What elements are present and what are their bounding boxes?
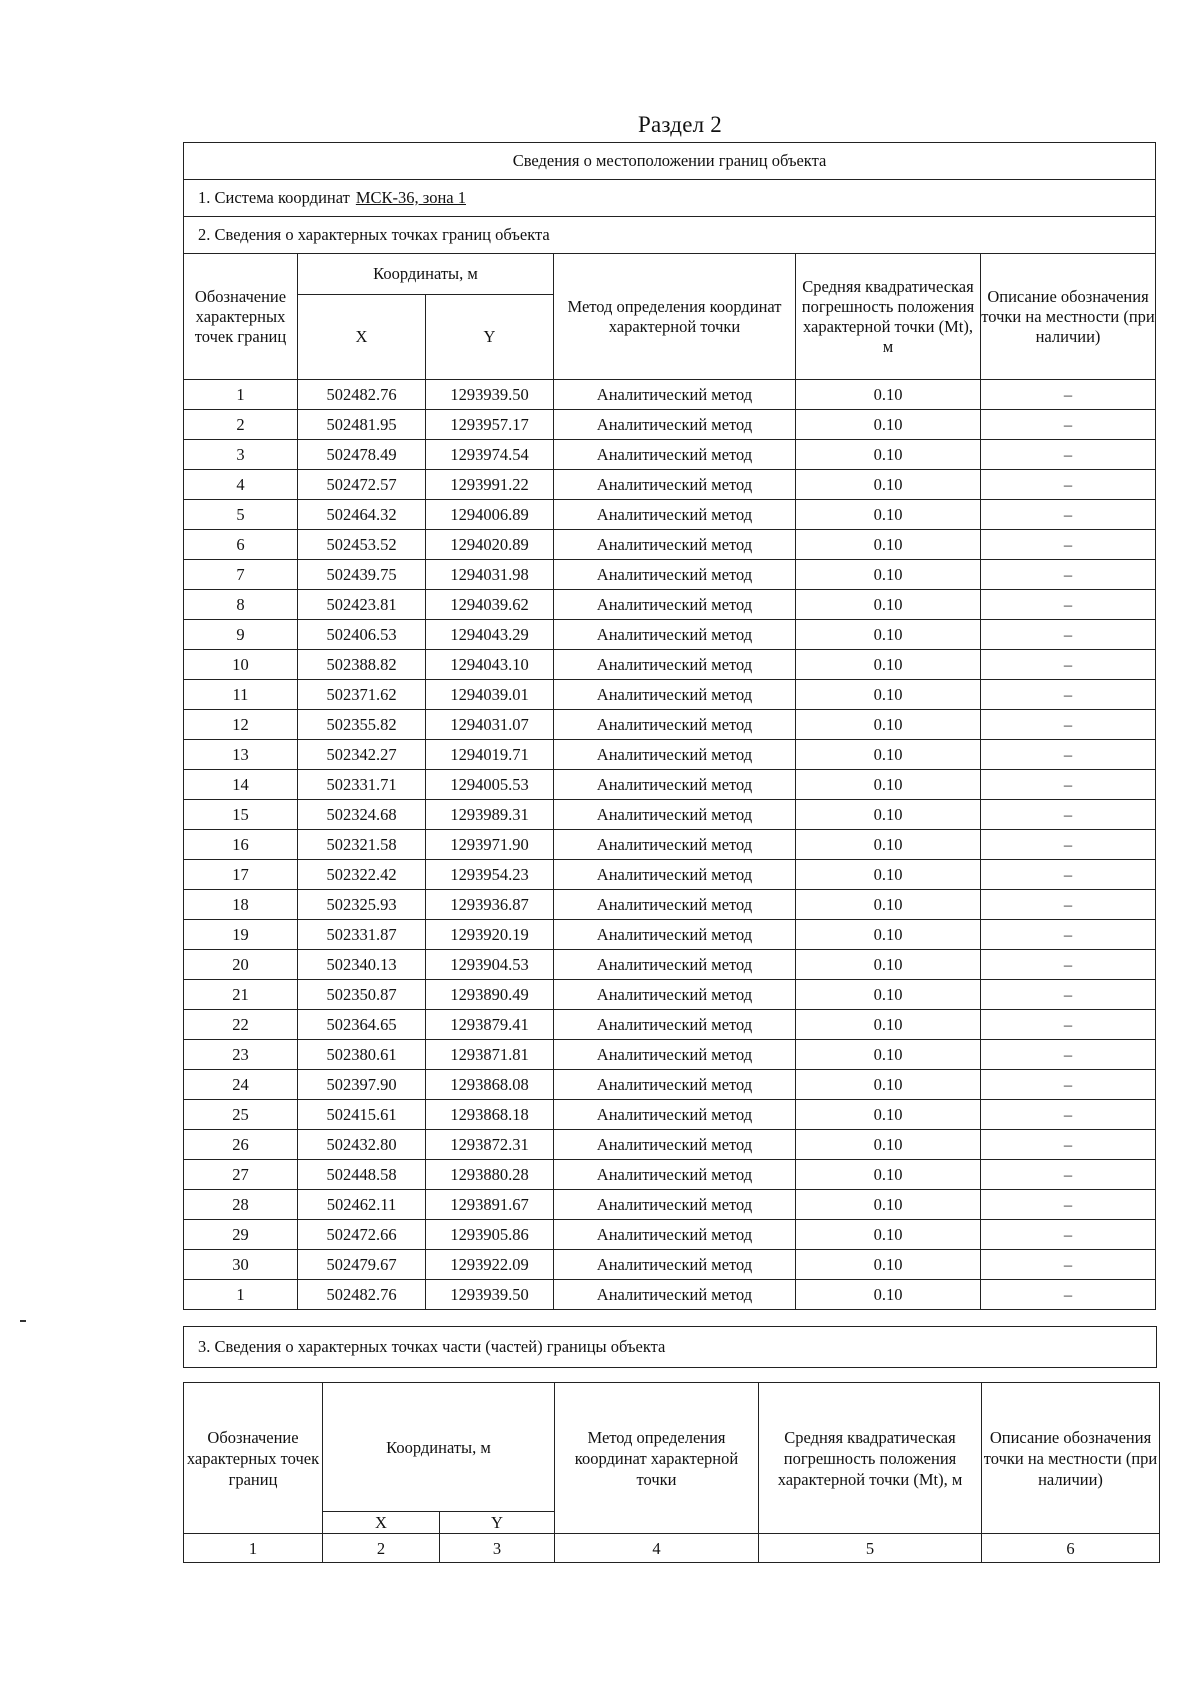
boundary-table xyxy=(183,142,1156,1310)
y-cell: 1293871.81 xyxy=(426,1040,554,1070)
x-cell: 502462.11 xyxy=(298,1190,426,1220)
error-cell: 0.10 xyxy=(796,710,981,740)
y-cell: 1293868.08 xyxy=(426,1070,554,1100)
point-number-cell: 2 xyxy=(184,410,298,440)
x-cell: 502415.61 xyxy=(298,1100,426,1130)
method-cell: Аналитический метод xyxy=(554,1100,796,1130)
method-cell: Аналитический метод xyxy=(554,830,796,860)
x-cell: 502406.53 xyxy=(298,620,426,650)
x-cell: 502397.90 xyxy=(298,1070,426,1100)
table-row xyxy=(184,1100,1156,1130)
point-number-cell: 26 xyxy=(184,1130,298,1160)
error-cell: 0.10 xyxy=(796,1100,981,1130)
table-row xyxy=(184,1160,1156,1190)
points-section-row xyxy=(184,217,1156,254)
point-number-cell: 8 xyxy=(184,590,298,620)
error-cell: 0.10 xyxy=(796,620,981,650)
description-cell: – xyxy=(981,710,1156,740)
y-cell: 1293868.18 xyxy=(426,1100,554,1130)
point-number-cell: 11 xyxy=(184,680,298,710)
x-cell: 502340.13 xyxy=(298,950,426,980)
error-cell: 0.10 xyxy=(796,1130,981,1160)
y-cell: 1294006.89 xyxy=(426,500,554,530)
method-cell: Аналитический метод xyxy=(554,740,796,770)
method-cell: Аналитический метод xyxy=(554,920,796,950)
method-cell: Аналитический метод xyxy=(554,1190,796,1220)
x-cell: 502432.80 xyxy=(298,1130,426,1160)
coord-system-row xyxy=(184,180,1156,217)
error-cell: 0.10 xyxy=(796,1010,981,1040)
point-number-cell: 4 xyxy=(184,470,298,500)
header-error: Средняя квадратическая погрешность положения характерной точки (Mt), м xyxy=(796,254,981,380)
description-cell: – xyxy=(981,440,1156,470)
point-number-cell: 13 xyxy=(184,740,298,770)
description-cell: – xyxy=(981,560,1156,590)
error-cell: 0.10 xyxy=(796,890,981,920)
error-cell: 0.10 xyxy=(796,860,981,890)
y-cell: 1294039.62 xyxy=(426,590,554,620)
point-number-cell: 21 xyxy=(184,980,298,1010)
method-cell: Аналитический метод xyxy=(554,410,796,440)
method-cell: Аналитический метод xyxy=(554,530,796,560)
parts-section-row xyxy=(184,1327,1157,1368)
point-number-cell: 20 xyxy=(184,950,298,980)
error-cell: 0.10 xyxy=(796,590,981,620)
error-cell: 0.10 xyxy=(796,440,981,470)
y-cell: 1293905.86 xyxy=(426,1220,554,1250)
method-cell: Аналитический метод xyxy=(554,470,796,500)
error-cell: 0.10 xyxy=(796,680,981,710)
description-cell: – xyxy=(981,500,1156,530)
description-cell: – xyxy=(981,830,1156,860)
table-row xyxy=(184,1040,1156,1070)
method-cell: Аналитический метод xyxy=(554,1130,796,1160)
parts-index-cell: 6 xyxy=(982,1534,1160,1563)
method-cell: Аналитический метод xyxy=(554,1280,796,1310)
x-cell: 502472.57 xyxy=(298,470,426,500)
method-cell: Аналитический метод xyxy=(554,950,796,980)
y-cell: 1294005.53 xyxy=(426,770,554,800)
table-row xyxy=(184,620,1156,650)
y-cell: 1293891.67 xyxy=(426,1190,554,1220)
description-cell: – xyxy=(981,620,1156,650)
y-cell: 1293954.23 xyxy=(426,860,554,890)
header-x: X xyxy=(298,295,426,380)
description-cell: – xyxy=(981,680,1156,710)
description-cell: – xyxy=(981,860,1156,890)
table-row xyxy=(184,860,1156,890)
description-cell: – xyxy=(981,410,1156,440)
description-cell: – xyxy=(981,950,1156,980)
description-cell: – xyxy=(981,1160,1156,1190)
x-cell: 502423.81 xyxy=(298,590,426,620)
table-row xyxy=(184,950,1156,980)
table-row xyxy=(184,1010,1156,1040)
error-cell: 0.10 xyxy=(796,1190,981,1220)
description-cell: – xyxy=(981,890,1156,920)
table-row xyxy=(184,1070,1156,1100)
point-number-cell: 27 xyxy=(184,1160,298,1190)
header-method: Метод определения координат характерной точки xyxy=(554,254,796,380)
parts-section-box xyxy=(183,1326,1157,1368)
parts-header-description: Описание обозначения точки на местности (при наличии) xyxy=(982,1383,1160,1534)
point-number-cell: 19 xyxy=(184,920,298,950)
x-cell: 502325.93 xyxy=(298,890,426,920)
x-cell: 502322.42 xyxy=(298,860,426,890)
description-cell: – xyxy=(981,1040,1156,1070)
error-cell: 0.10 xyxy=(796,1040,981,1070)
error-cell: 0.10 xyxy=(796,1220,981,1250)
table-row xyxy=(184,410,1156,440)
method-cell: Аналитический метод xyxy=(554,380,796,410)
error-cell: 0.10 xyxy=(796,410,981,440)
y-cell: 1293974.54 xyxy=(426,440,554,470)
point-number-cell: 1 xyxy=(184,1280,298,1310)
y-cell: 1293920.19 xyxy=(426,920,554,950)
point-number-cell: 29 xyxy=(184,1220,298,1250)
description-cell: – xyxy=(981,470,1156,500)
section-heading xyxy=(0,112,1200,138)
point-number-cell: 9 xyxy=(184,620,298,650)
method-cell: Аналитический метод xyxy=(554,770,796,800)
point-number-cell: 22 xyxy=(184,1010,298,1040)
parts-header-method: Метод определения координат характерной точки xyxy=(555,1383,759,1534)
table-row xyxy=(184,740,1156,770)
x-cell: 502448.58 xyxy=(298,1160,426,1190)
y-cell: 1294019.71 xyxy=(426,740,554,770)
point-number-cell: 23 xyxy=(184,1040,298,1070)
parts-section-label: 3. Сведения о характерных точках части (частей) границы объекта xyxy=(184,1327,1157,1368)
method-cell: Аналитический метод xyxy=(554,860,796,890)
y-cell: 1293880.28 xyxy=(426,1160,554,1190)
error-cell: 0.10 xyxy=(796,770,981,800)
point-number-cell: 15 xyxy=(184,800,298,830)
parts-index-cell: 3 xyxy=(440,1534,555,1563)
description-cell: – xyxy=(981,800,1156,830)
parts-header-coords: Координаты, м xyxy=(323,1383,555,1512)
x-cell: 502472.66 xyxy=(298,1220,426,1250)
table-row xyxy=(184,470,1156,500)
point-number-cell: 16 xyxy=(184,830,298,860)
table-row xyxy=(184,680,1156,710)
x-cell: 502321.58 xyxy=(298,830,426,860)
table-row xyxy=(184,1220,1156,1250)
error-cell: 0.10 xyxy=(796,470,981,500)
method-cell: Аналитический метод xyxy=(554,980,796,1010)
y-cell: 1293872.31 xyxy=(426,1130,554,1160)
error-cell: 0.10 xyxy=(796,380,981,410)
x-cell: 502350.87 xyxy=(298,980,426,1010)
header-point: Обозначение характерных точек границ xyxy=(184,254,298,380)
table-row xyxy=(184,590,1156,620)
y-cell: 1293890.49 xyxy=(426,980,554,1010)
x-cell: 502482.76 xyxy=(298,380,426,410)
coord-system-label: 1. Система координат xyxy=(198,188,350,207)
error-cell: 0.10 xyxy=(796,1250,981,1280)
error-cell: 0.10 xyxy=(796,650,981,680)
x-cell: 502481.95 xyxy=(298,410,426,440)
point-number-cell: 25 xyxy=(184,1100,298,1130)
description-cell: – xyxy=(981,920,1156,950)
description-cell: – xyxy=(981,380,1156,410)
table-row xyxy=(184,1190,1156,1220)
x-cell: 502439.75 xyxy=(298,560,426,590)
x-cell: 502331.87 xyxy=(298,920,426,950)
point-number-cell: 18 xyxy=(184,890,298,920)
error-cell: 0.10 xyxy=(796,740,981,770)
description-cell: – xyxy=(981,1130,1156,1160)
method-cell: Аналитический метод xyxy=(554,1250,796,1280)
y-cell: 1293936.87 xyxy=(426,890,554,920)
method-cell: Аналитический метод xyxy=(554,680,796,710)
parts-header-row xyxy=(184,1383,1160,1512)
error-cell: 0.10 xyxy=(796,500,981,530)
y-cell: 1293957.17 xyxy=(426,410,554,440)
point-number-cell: 10 xyxy=(184,650,298,680)
error-cell: 0.10 xyxy=(796,1280,981,1310)
point-number-cell: 3 xyxy=(184,440,298,470)
table-row xyxy=(184,650,1156,680)
error-cell: 0.10 xyxy=(796,980,981,1010)
table-row xyxy=(184,890,1156,920)
points-section-label: 2. Сведения о характерных точках границ объекта xyxy=(184,217,1156,254)
table-row xyxy=(184,800,1156,830)
description-cell: – xyxy=(981,740,1156,770)
y-cell: 1293939.50 xyxy=(426,1280,554,1310)
parts-index-row xyxy=(184,1534,1160,1563)
x-cell: 502331.71 xyxy=(298,770,426,800)
description-cell: – xyxy=(981,1280,1156,1310)
description-cell: – xyxy=(981,770,1156,800)
description-cell: – xyxy=(981,1100,1156,1130)
section-heading-text: Раздел 2 xyxy=(638,112,722,137)
method-cell: Аналитический метод xyxy=(554,890,796,920)
error-cell: 0.10 xyxy=(796,1160,981,1190)
table-row xyxy=(184,980,1156,1010)
header-y: Y xyxy=(426,295,554,380)
y-cell: 1293922.09 xyxy=(426,1250,554,1280)
x-cell: 502324.68 xyxy=(298,800,426,830)
point-number-cell: 12 xyxy=(184,710,298,740)
error-cell: 0.10 xyxy=(796,800,981,830)
point-number-cell: 28 xyxy=(184,1190,298,1220)
parts-index-cell: 2 xyxy=(323,1534,440,1563)
x-cell: 502380.61 xyxy=(298,1040,426,1070)
point-number-cell: 1 xyxy=(184,380,298,410)
point-number-cell: 5 xyxy=(184,500,298,530)
description-cell: – xyxy=(981,1220,1156,1250)
parts-index-cell: 5 xyxy=(759,1534,982,1563)
method-cell: Аналитический метод xyxy=(554,1070,796,1100)
table-row xyxy=(184,920,1156,950)
parts-header-y: Y xyxy=(440,1512,555,1534)
parts-index-cell: 4 xyxy=(555,1534,759,1563)
method-cell: Аналитический метод xyxy=(554,710,796,740)
table-body xyxy=(184,380,1156,1310)
table-row xyxy=(184,710,1156,740)
y-cell: 1294039.01 xyxy=(426,680,554,710)
method-cell: Аналитический метод xyxy=(554,800,796,830)
header-coords: Координаты, м xyxy=(298,254,554,295)
description-cell: – xyxy=(981,650,1156,680)
table-row xyxy=(184,830,1156,860)
error-cell: 0.10 xyxy=(796,560,981,590)
method-cell: Аналитический метод xyxy=(554,620,796,650)
point-number-cell: 6 xyxy=(184,530,298,560)
coord-system-value: МСК-36, зона 1 xyxy=(355,188,466,207)
coord-system-cell xyxy=(184,180,1156,217)
error-cell: 0.10 xyxy=(796,950,981,980)
table-row xyxy=(184,530,1156,560)
point-number-cell: 30 xyxy=(184,1250,298,1280)
method-cell: Аналитический метод xyxy=(554,650,796,680)
x-cell: 502364.65 xyxy=(298,1010,426,1040)
method-cell: Аналитический метод xyxy=(554,560,796,590)
description-cell: – xyxy=(981,1190,1156,1220)
table-row xyxy=(184,1250,1156,1280)
table-row xyxy=(184,1280,1156,1310)
x-cell: 502482.76 xyxy=(298,1280,426,1310)
table-title-row xyxy=(184,143,1156,180)
y-cell: 1293971.90 xyxy=(426,830,554,860)
x-cell: 502371.62 xyxy=(298,680,426,710)
table-row xyxy=(184,500,1156,530)
parts-header-point: Обозначение характерных точек границ xyxy=(184,1383,323,1534)
method-cell: Аналитический метод xyxy=(554,1040,796,1070)
point-number-cell: 24 xyxy=(184,1070,298,1100)
parts-table xyxy=(183,1382,1160,1563)
description-cell: – xyxy=(981,530,1156,560)
point-number-cell: 7 xyxy=(184,560,298,590)
description-cell: – xyxy=(981,1010,1156,1040)
description-cell: – xyxy=(981,1250,1156,1280)
table-row xyxy=(184,440,1156,470)
error-cell: 0.10 xyxy=(796,920,981,950)
method-cell: Аналитический метод xyxy=(554,1160,796,1190)
table-row xyxy=(184,380,1156,410)
y-cell: 1293879.41 xyxy=(426,1010,554,1040)
description-cell: – xyxy=(981,980,1156,1010)
parts-index-cell: 1 xyxy=(184,1534,323,1563)
y-cell: 1294031.98 xyxy=(426,560,554,590)
y-cell: 1293939.50 xyxy=(426,380,554,410)
header-description: Описание обозначения точки на местности (при наличии) xyxy=(981,254,1156,380)
method-cell: Аналитический метод xyxy=(554,440,796,470)
point-number-cell: 14 xyxy=(184,770,298,800)
y-cell: 1293989.31 xyxy=(426,800,554,830)
x-cell: 502388.82 xyxy=(298,650,426,680)
x-cell: 502355.82 xyxy=(298,710,426,740)
y-cell: 1294043.10 xyxy=(426,650,554,680)
description-cell: – xyxy=(981,1070,1156,1100)
method-cell: Аналитический метод xyxy=(554,1220,796,1250)
parts-header-x: X xyxy=(323,1512,440,1534)
y-cell: 1294043.29 xyxy=(426,620,554,650)
description-cell: – xyxy=(981,590,1156,620)
error-cell: 0.10 xyxy=(796,830,981,860)
x-cell: 502479.67 xyxy=(298,1250,426,1280)
table-title: Сведения о местоположении границ объекта xyxy=(184,143,1156,180)
scan-mark xyxy=(20,1320,26,1322)
header-row xyxy=(184,254,1156,295)
y-cell: 1294031.07 xyxy=(426,710,554,740)
error-cell: 0.10 xyxy=(796,530,981,560)
table-row xyxy=(184,1130,1156,1160)
point-number-cell: 17 xyxy=(184,860,298,890)
method-cell: Аналитический метод xyxy=(554,500,796,530)
x-cell: 502342.27 xyxy=(298,740,426,770)
y-cell: 1293991.22 xyxy=(426,470,554,500)
parts-header-error: Средняя квадратическая погрешность положения характерной точки (Mt), м xyxy=(759,1383,982,1534)
method-cell: Аналитический метод xyxy=(554,590,796,620)
x-cell: 502478.49 xyxy=(298,440,426,470)
method-cell: Аналитический метод xyxy=(554,1010,796,1040)
table-row xyxy=(184,560,1156,590)
error-cell: 0.10 xyxy=(796,1070,981,1100)
x-cell: 502453.52 xyxy=(298,530,426,560)
y-cell: 1294020.89 xyxy=(426,530,554,560)
table-row xyxy=(184,770,1156,800)
y-cell: 1293904.53 xyxy=(426,950,554,980)
x-cell: 502464.32 xyxy=(298,500,426,530)
